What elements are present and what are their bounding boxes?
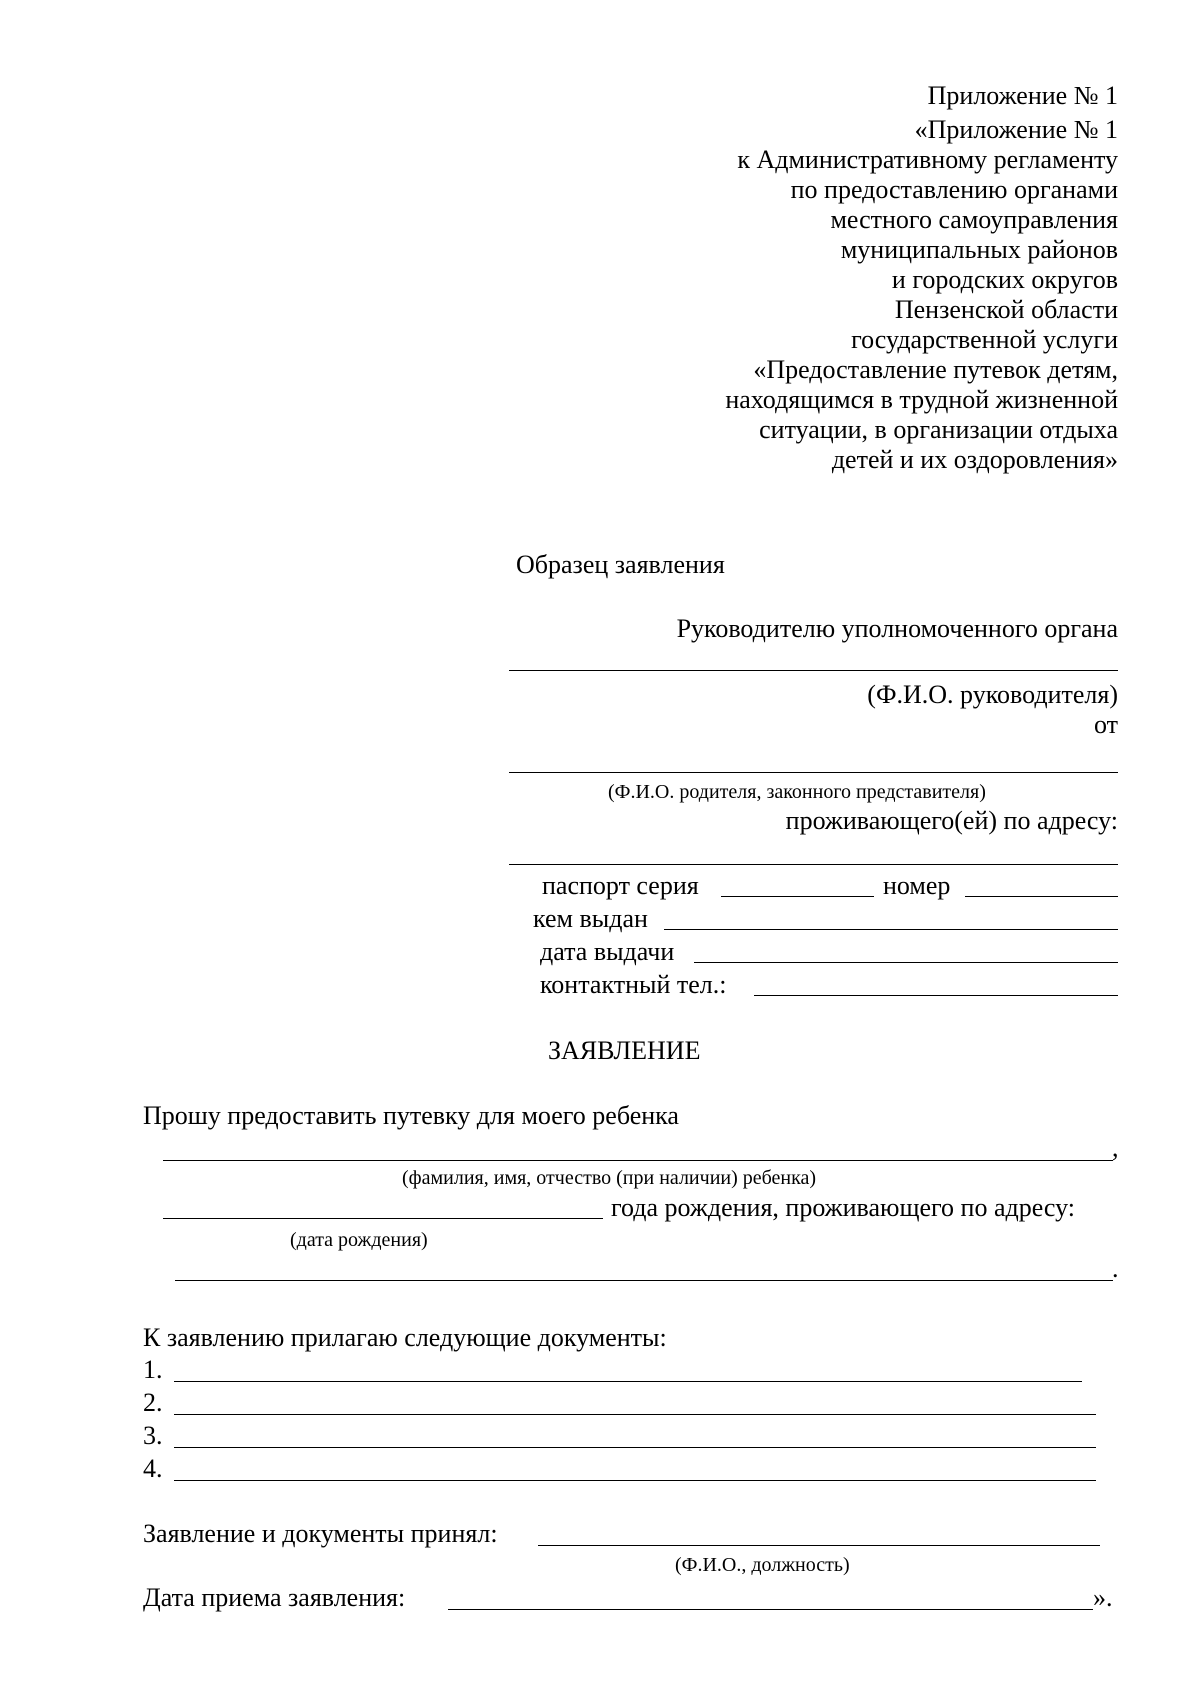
from-label: от (1093, 710, 1118, 739)
closing-quote: ». (1093, 1583, 1113, 1612)
child-address-line[interactable] (175, 1280, 1113, 1281)
header-line: государственной услуги (851, 325, 1118, 354)
attachment-number: 4. (143, 1454, 163, 1483)
header-line: ситуации, в организации отдыха (759, 415, 1118, 444)
passport-number-label: номер (883, 871, 951, 900)
header-line: Приложение № 1 (927, 81, 1118, 110)
accepted-by-label: Заявление и документы принял: (143, 1519, 498, 1548)
addressee-to: Руководителю уполномоченного органа (676, 614, 1118, 643)
child-name-caption: (фамилия, имя, отчество (при наличии) ребенка) (402, 1167, 817, 1189)
header-line: находящимся в трудной жизненной (725, 385, 1118, 414)
accepted-by-caption: (Ф.И.О., должность) (675, 1554, 850, 1576)
issued-by-line[interactable] (664, 929, 1118, 930)
residing-label: проживающего(ей) по адресу: (785, 806, 1118, 835)
address-line[interactable] (509, 864, 1118, 865)
accepted-by-line[interactable] (538, 1545, 1100, 1546)
contact-phone-line[interactable] (754, 995, 1118, 996)
issue-date-line[interactable] (694, 962, 1118, 963)
attachments-intro: К заявлению прилагаю следующие документы: (143, 1323, 667, 1352)
issued-by-label: кем выдан (533, 904, 648, 933)
child-name-line[interactable] (163, 1160, 1113, 1161)
passport-number-line[interactable] (965, 896, 1118, 897)
birth-date-caption: (дата рождения) (290, 1229, 428, 1251)
birth-suffix: года рождения, проживающего по адресу: (611, 1193, 1075, 1222)
header-line: «Предоставление путевок детям, (753, 355, 1118, 384)
document-title: ЗАЯВЛЕНИЕ (548, 1036, 701, 1065)
period: . (1112, 1254, 1119, 1283)
date-line[interactable] (448, 1609, 1093, 1610)
passport-series-line[interactable] (721, 896, 874, 897)
passport-series-label: паспорт серия (542, 871, 699, 900)
header-line: и городских округов (891, 265, 1118, 294)
head-name-line[interactable] (509, 670, 1118, 671)
sample-label: Образец заявления (516, 550, 725, 579)
header-line: детей и их оздоровления» (831, 445, 1118, 474)
header-line: Пензенской области (894, 295, 1118, 324)
attachment-line[interactable] (174, 1414, 1096, 1415)
attachment-number: 3. (143, 1421, 163, 1450)
attachment-number: 1. (143, 1355, 163, 1384)
attachment-line[interactable] (174, 1447, 1096, 1448)
parent-name-line[interactable] (509, 772, 1118, 773)
head-name-caption: (Ф.И.О. руководителя) (867, 680, 1118, 709)
header-line: местного самоуправления (830, 205, 1118, 234)
comma: , (1112, 1133, 1119, 1162)
attachment-line[interactable] (174, 1480, 1096, 1481)
header-line: к Административному регламенту (737, 145, 1118, 174)
header-line: по предоставлению органами (790, 175, 1118, 204)
birth-date-line[interactable] (163, 1218, 603, 1219)
attachment-line[interactable] (174, 1381, 1082, 1382)
header-line: муниципальных районов (840, 235, 1118, 264)
contact-phone-label: контактный тел.: (540, 970, 727, 999)
attachment-number: 2. (143, 1388, 163, 1417)
header-line: «Приложение № 1 (914, 115, 1118, 144)
issue-date-label: дата выдачи (540, 937, 675, 966)
parent-name-caption: (Ф.И.О. родителя, законного представителя) (608, 781, 986, 803)
date-label: Дата приема заявления: (143, 1583, 406, 1612)
request-text: Прошу предоставить путевку для моего ребенка (143, 1101, 679, 1130)
